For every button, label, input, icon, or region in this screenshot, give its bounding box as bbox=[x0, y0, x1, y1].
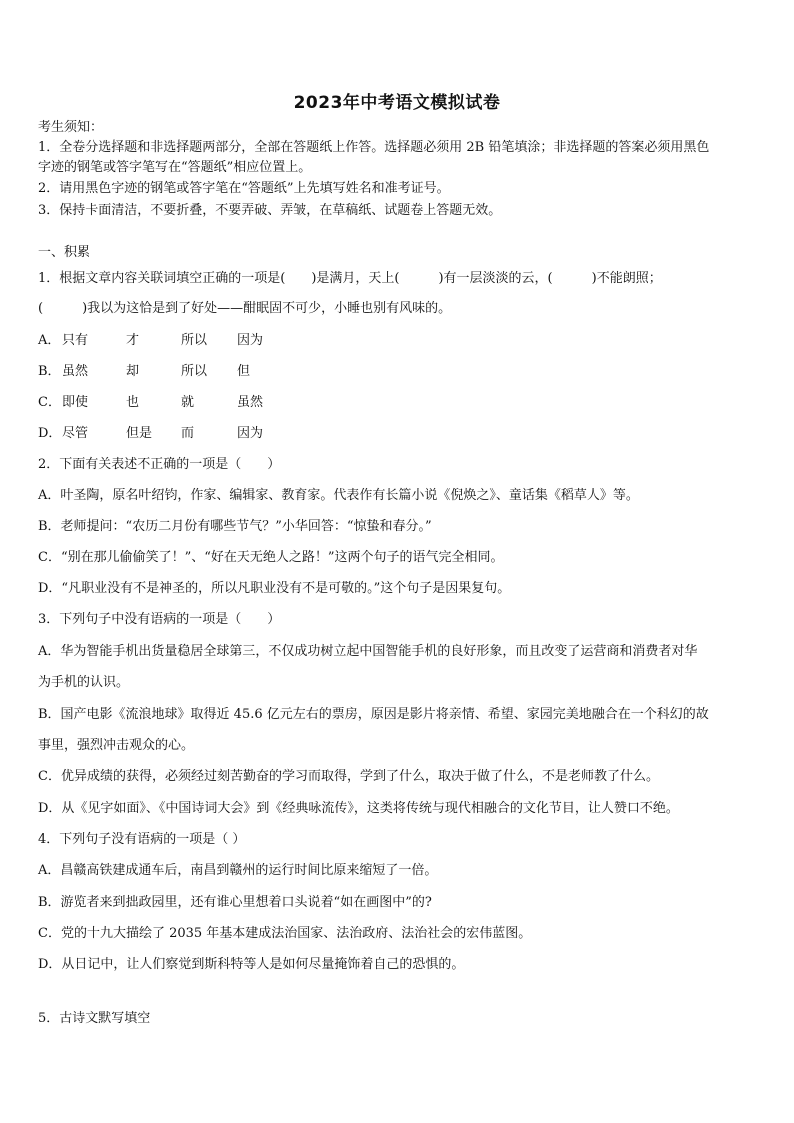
question-4-option-c: C．党的十九大描绘了 2035 年基本建成法治国家、法治政府、法治社会的宏伟蓝图。 bbox=[38, 926, 532, 941]
option-word: 虽然 bbox=[62, 364, 89, 379]
question-4-option-b: B．游览者来到拙政园里，还有谁心里想着口头说着“如在画图中”的? bbox=[38, 895, 432, 910]
question-1-stem: 1．根据文章内容关联词填空正确的一项是( )是满月，天上( )有一层淡淡的云，( )不能朗照； bbox=[38, 271, 662, 286]
notice-item: 字迹的钢笔或答字笔写在“答题纸”相应位置上。 bbox=[38, 160, 312, 175]
option-letter: B． bbox=[38, 364, 61, 379]
question-4-option-a: A．昌赣高铁建成通车后，南昌到赣州的运行时间比原来缩短了一倍。 bbox=[38, 863, 438, 878]
option-word: 却 bbox=[126, 364, 140, 379]
question-2-option-c: C．“别在那儿偷偷笑了！”、“好在天无绝人之路！”这两个句子的语气完全相同。 bbox=[38, 550, 504, 565]
question-4-stem: 4．下列句子没有语病的一项是（ ） bbox=[38, 832, 246, 847]
question-1-stem-cont: ( )我以为这恰是到了好处——酣眠固不可少，小睡也别有风味的。 bbox=[38, 301, 452, 316]
question-3-option-a-cont: 为手机的认识。 bbox=[38, 675, 130, 690]
notice-item: 2．请用黑色字迹的钢笔或答字笔在“答题纸”上先填写姓名和准考证号。 bbox=[38, 181, 450, 196]
option-word: 虽然 bbox=[237, 395, 264, 410]
question-2-option-b: B．老师提问：“农历二月份有哪些节气？”小华回答：“惊蛰和春分。” bbox=[38, 519, 432, 534]
option-word: 就 bbox=[181, 395, 195, 410]
option-letter: A． bbox=[38, 333, 61, 348]
option-word: 因为 bbox=[237, 333, 264, 348]
question-4-option-d: D．从日记中，让人们察觉到斯科特等人是如何尽量掩饰着自己的恐惧的。 bbox=[38, 957, 465, 972]
notice-item: 1．全卷分选择题和非选择题两部分，全部在答题纸上作答。选择题必须用 2B 铅笔填涂；非选择题的答案必须用黑色 bbox=[38, 140, 710, 155]
question-3-option-a: A．华为智能手机出货量稳居全球第三，不仅成功树立起中国智能手机的良好形象，而且改变了运营商和消费者对华 bbox=[38, 644, 698, 659]
option-word: 所以 bbox=[181, 364, 208, 379]
page-title: 2023年中考语文模拟试卷 bbox=[293, 93, 501, 113]
option-word: 也 bbox=[126, 395, 140, 410]
section-heading: 一、积累 bbox=[38, 245, 91, 260]
option-word: 才 bbox=[126, 333, 140, 348]
option-word: 只有 bbox=[62, 333, 89, 348]
question-2-stem: 2．下面有关表述不正确的一项是（ ） bbox=[38, 457, 281, 472]
option-letter: C． bbox=[38, 395, 61, 410]
option-word: 因为 bbox=[237, 426, 264, 441]
option-letter: D． bbox=[38, 426, 62, 441]
option-word: 尽管 bbox=[62, 426, 89, 441]
option-word: 所以 bbox=[181, 333, 208, 348]
question-2-option-d: D．“凡职业没有不是神圣的，所以凡职业没有不是可敬的。”这个句子是因果复句。 bbox=[38, 581, 511, 596]
question-3-option-b-cont: 事里，强烈冲击观众的心。 bbox=[38, 738, 195, 753]
question-5-stem: 5．古诗文默写填空 bbox=[38, 1011, 151, 1026]
question-3-option-c: C．优异成绩的获得，必须经过刻苦勤奋的学习而取得，学到了什么，取决于做了什么，不是老师教了什么。 bbox=[38, 769, 659, 784]
option-word: 而 bbox=[181, 426, 195, 441]
question-3-option-d: D．从《见字如面》、《中国诗词大会》到《经典咏流传》，这类将传统与现代相融合的文化节目，让人赞口不绝。 bbox=[38, 801, 679, 816]
option-word: 但 bbox=[237, 364, 251, 379]
notice-item: 3．保持卡面清洁，不要折叠，不要弄破、弄皱，在草稿纸、试题卷上答题无效。 bbox=[38, 203, 502, 218]
option-word: 即使 bbox=[62, 395, 89, 410]
question-3-option-b: B．国产电影《流浪地球》取得近 45.6 亿元左右的票房，原因是影片将亲情、希望、家园完美地融合在一个科幻的故 bbox=[38, 707, 709, 722]
notice-heading: 考生须知： bbox=[38, 120, 104, 135]
option-word: 但是 bbox=[126, 426, 153, 441]
question-2-option-a: A．叶圣陶，原名叶绍钧，作家、编辑家、教育家。代表作有长篇小说《倪焕之》、童话集《稻草人》等。 bbox=[38, 488, 639, 503]
question-3-stem: 3．下列句子中没有语病的一项是（ ） bbox=[38, 612, 281, 627]
